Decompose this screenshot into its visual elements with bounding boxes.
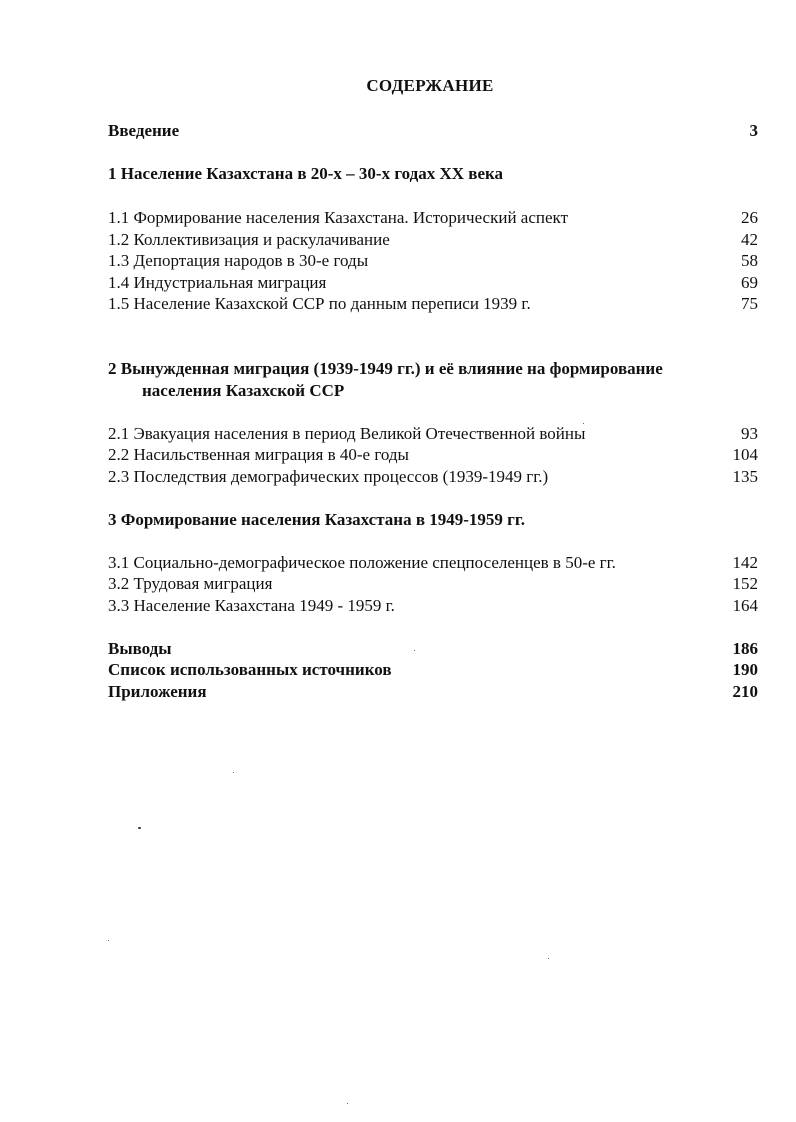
toc-entry-2-1[interactable]	[108, 423, 758, 444]
toc-entry-label: 1.5 Население Казахской ССР по данным переписи 1939 г.	[108, 294, 531, 313]
toc-entry-label: 1.1 Формирование населения Казахстана. Исторический аспект	[108, 208, 568, 227]
toc-entry-label: 1.4 Индустриальная миграция	[108, 273, 327, 292]
chapter-2-heading[interactable]	[108, 358, 748, 402]
toc-entry-label: 1.3 Депортация народов в 30-е годы	[108, 251, 369, 270]
toc-entry-label: 3.3 Население Казахстана 1949 - 1959 г.	[108, 596, 395, 615]
toc-entry-2-3[interactable]	[108, 466, 758, 487]
toc-entry-1-5[interactable]	[108, 293, 758, 314]
toc-entry-page: 42	[741, 230, 758, 249]
toc-entry-page: 3	[749, 121, 758, 140]
toc-entry-page: 26	[741, 208, 758, 227]
chapter-2-heading-line-2: населения Казахской ССР	[142, 381, 345, 400]
toc-entry-3-3[interactable]	[108, 595, 758, 616]
toc-entry-page: 104	[732, 445, 758, 464]
toc-entry-intro[interactable]	[108, 120, 758, 141]
toc-entry-references[interactable]	[108, 659, 758, 680]
scan-speck	[108, 940, 109, 941]
toc-entry-conclusions[interactable]	[108, 638, 758, 659]
toc-entry-1-4[interactable]	[108, 272, 758, 293]
toc-entry-page: 93	[741, 424, 758, 443]
toc-entry-page: 69	[741, 273, 758, 292]
toc-entry-page: 190	[732, 660, 758, 679]
toc-entry-label: 3.1 Социально-демографическое положение спецпоселенцев в 50-е гг.	[108, 553, 616, 572]
toc-entry-page: 142	[732, 553, 758, 572]
scan-speck	[414, 650, 415, 651]
toc-entry-label: 2.1 Эвакуация населения в период Великой Отечественной войны	[108, 424, 586, 443]
toc-entry-3-1[interactable]	[108, 552, 758, 573]
toc-entry-label: 2.3 Последствия демографических процессов (1939-1949 гг.)	[108, 467, 549, 486]
toc-entry-1-1[interactable]	[108, 207, 758, 228]
toc-entry-label: 1.2 Коллективизация и раскулачивание	[108, 230, 390, 249]
toc-entry-label: Введение	[108, 121, 180, 140]
scan-speck	[347, 1103, 348, 1104]
toc-entry-label: 2.2 Насильственная миграция в 40-е годы	[108, 445, 409, 464]
toc-entry-2-2[interactable]	[108, 444, 758, 465]
scan-speck	[583, 423, 584, 424]
page-title: СОДЕРЖАНИЕ	[366, 76, 494, 95]
toc-entry-page: 135	[732, 467, 758, 486]
toc-entry-page: 58	[741, 251, 758, 270]
toc-entry-1-2[interactable]	[108, 229, 758, 250]
toc-entry-page: 152	[732, 574, 758, 593]
scan-speck	[138, 827, 141, 829]
toc-entry-page: 164	[732, 596, 758, 615]
toc-entry-page: 186	[732, 639, 758, 658]
chapter-2-heading-line-1: 2 Вынужденная миграция (1939-1949 гг.) и её влияние на формирование	[108, 359, 663, 378]
toc-entry-3-2[interactable]	[108, 573, 758, 594]
toc-entry-appendices[interactable]	[108, 681, 758, 702]
toc-entry-page: 210	[732, 682, 758, 701]
toc-entry-label: Приложения	[108, 682, 207, 701]
toc-entry-page: 75	[741, 294, 758, 313]
scan-speck	[233, 772, 234, 773]
chapter-1-heading[interactable]: 1 Население Казахстана в 20-х – 30-х годах XX века	[108, 164, 504, 183]
scan-speck	[548, 958, 549, 959]
chapter-3-heading[interactable]: 3 Формирование населения Казахстана в 1949-1959 гг.	[108, 510, 525, 529]
toc-entry-1-3[interactable]	[108, 250, 758, 271]
toc-entry-label: Выводы	[108, 639, 172, 658]
toc-entry-label: 3.2 Трудовая миграция	[108, 574, 273, 593]
toc-entry-label: Список использованных источников	[108, 660, 392, 679]
